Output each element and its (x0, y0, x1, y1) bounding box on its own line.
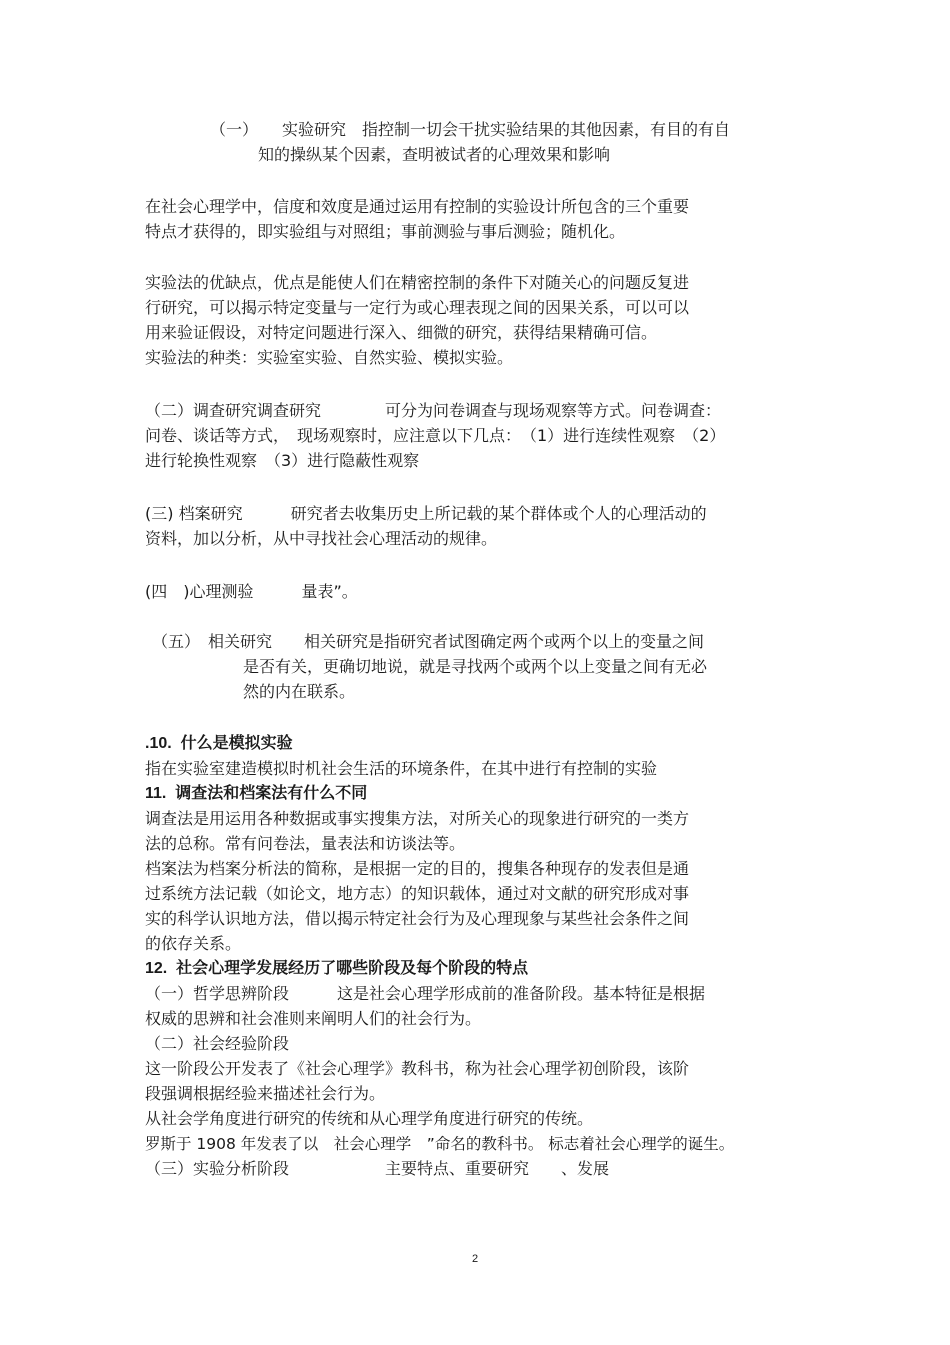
paragraph-line: 资料，加以分析，从中寻找社会心理活动的规律。 (145, 529, 498, 548)
paragraph-line: 段强调根据经验来描述社会行为。 (145, 1084, 386, 1103)
section-1-text-line: 知的操纵某个因素，查明被试者的心理效果和影响 (258, 145, 611, 164)
paragraph-line: 特点才获得的，即实验组与对照组；事前测验与事后测验；随机化。 (145, 222, 626, 241)
page-number: 2 (472, 1253, 479, 1265)
paragraph-line: 档案法为档案分析法的简称，是根据一定的目的，搜集各种现存的发表但是通 (145, 859, 690, 878)
paragraph-line: 实验法的优缺点，优点是能使人们在精密控制的条件下对随关心的问题反复进 (145, 273, 690, 292)
paragraph-line: 调查法是用运用各种数据或事实搜集方法，对所关心的现象进行研究的一类方 (145, 809, 690, 828)
paragraph-line: （三）实验分析阶段 主要特点、重要研究 、发展 (145, 1159, 610, 1178)
paragraph-line: 是否有关，更确切地说，就是寻找两个或两个以上变量之间有无必 (243, 657, 708, 676)
paragraph-line: （二）社会经验阶段 (145, 1034, 290, 1053)
paragraph-line: （一）哲学思辨阶段 这是社会心理学形成前的准备阶段。基本特征是根据 (145, 984, 706, 1003)
paragraph-line: 实验法的种类：实验室实验、自然实验、模拟实验。 (145, 348, 514, 367)
paragraph-line: 指在实验室建造模拟时机社会生活的环境条件，在其中进行有控制的实验 (145, 759, 658, 778)
section-4-heading-line: (四 )心理测验 量表”。 (145, 582, 358, 601)
paragraph-line: 罗斯于 1908 年发表了以 社会心理学 ”命名的教科书。 标志着社会心理学的诞生。 (145, 1135, 735, 1153)
paragraph-line: 从社会学角度进行研究的传统和从心理学角度进行研究的传统。 (145, 1109, 594, 1128)
question-12-heading: 12. 社会心理学发展经历了哪些阶段及每个阶段的特点 (145, 960, 529, 977)
paragraph-line: 行研究，可以揭示特定变量与一定行为或心理表现之间的因果关系，可以可以 (145, 298, 690, 317)
question-10-heading: .10. 什么是模拟实验 (145, 735, 293, 752)
section-2-heading-line: （二）调查研究调查研究 可分为问卷调查与现场观察等方式。问卷调查： (145, 401, 722, 420)
question-11-heading: 11. 调查法和档案法有什么不同 (145, 785, 368, 802)
paragraph-line: 的依存关系。 (145, 934, 242, 953)
paragraph-line: 实的科学认识地方法，借以揭示特定社会行为及心理现象与某些社会条件之间 (145, 909, 690, 928)
section-1-heading-line: （一） 实验研究 指控制一切会干扰实验结果的其他因素，有目的有自 (210, 120, 731, 139)
paragraph-line: 在社会心理学中，信度和效度是通过运用有控制的实验设计所包含的三个重要 (145, 197, 690, 216)
paragraph-line: 问卷、谈话等方式， 现场观察时，应注意以下几点： （1）进行连续性观察 （2） (145, 426, 726, 445)
section-3-heading-line: (三) 档案研究 研究者去收集历史上所记载的某个群体或个人的心理活动的 (145, 504, 707, 523)
paragraph-line: 用来验证假设，对特定问题进行深入、细微的研究，获得结果精确可信。 (145, 323, 658, 342)
paragraph-line: 过系统方法记载（如论文，地方志）的知识载体，通过对文献的研究形成对事 (145, 884, 690, 903)
paragraph-line: 这一阶段公开发表了《社会心理学》教科书，称为社会心理学初创阶段，该阶 (145, 1059, 690, 1078)
paragraph-line: 法的总称。常有问卷法，量表法和访谈法等。 (145, 834, 466, 853)
section-5-heading-line: （五） 相关研究 相关研究是指研究者试图确定两个或两个以上的变量之间 (152, 632, 705, 651)
paragraph-line: 进行轮换性观察 （3）进行隐蔽性观察 (145, 451, 420, 470)
paragraph-line: 权威的思辨和社会准则来阐明人们的社会行为。 (145, 1009, 482, 1028)
paragraph-line: 然的内在联系。 (243, 682, 356, 701)
